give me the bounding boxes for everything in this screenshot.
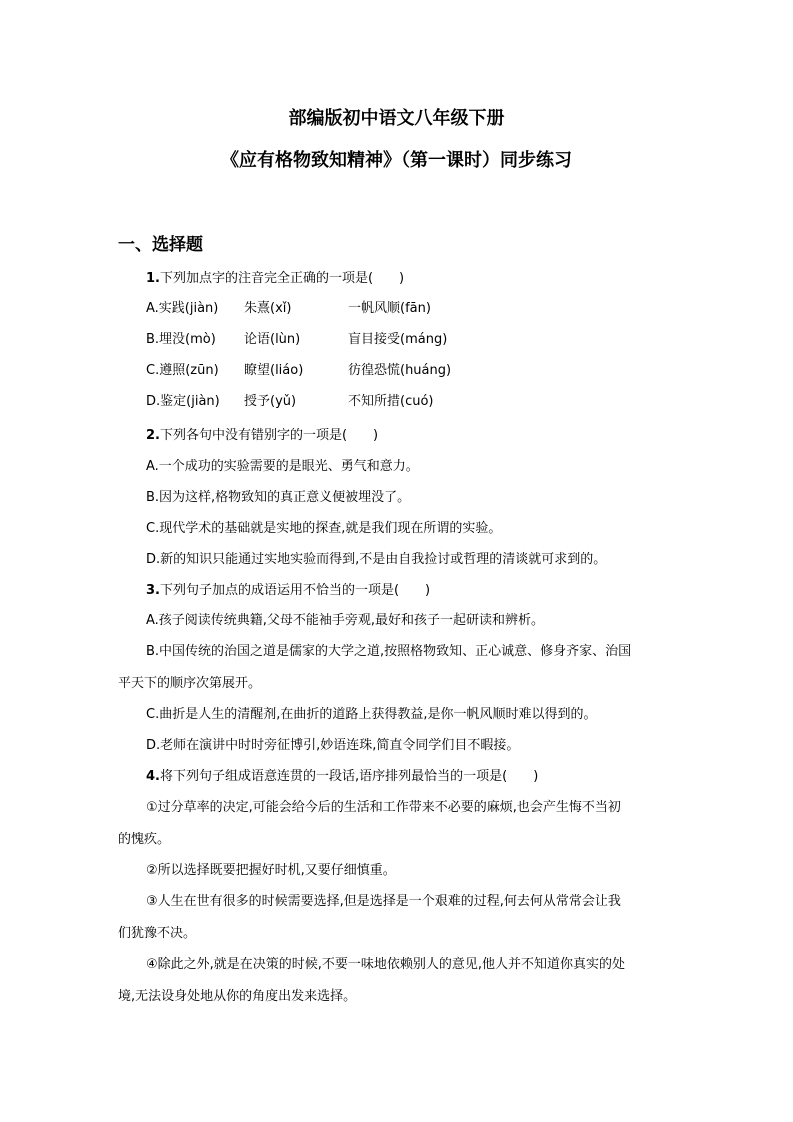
question-3-text: 下列句子加点的成语运用不恰当的一项是( ) <box>159 583 431 598</box>
question-1-option-b <box>146 331 447 349</box>
question-3-option-a: A.孩子阅读传统典籍,父母不能袖手旁观,最好和孩子一起研读和辨析。 <box>146 613 545 628</box>
question-4-text: 将下列句子组成语意连贯的一段话,语序排列最恰当的一项是( ) <box>159 769 539 784</box>
question-2-text: 下列各句中没有错别字的一项是( ) <box>159 428 379 443</box>
option-b-item-2: 论语(lùn) <box>244 332 301 347</box>
sentence-1-line-1: ①过分草率的决定,可能会给今后的生活和工作带来不必要的麻烦,也会产生悔不当初 <box>146 800 621 815</box>
question-2-stem <box>146 427 378 445</box>
option-b-item-3: 盲目接受(máng) <box>348 332 448 347</box>
question-3-option-c: C.曲折是人生的清醒剂,在曲折的道路上获得教益,是你一帆风顺时难以得到的。 <box>146 707 597 722</box>
option-a-item-3: 一帆风顺(fān) <box>348 301 431 316</box>
question-1-option-d <box>146 393 433 411</box>
option-d-item-3: 不知所措(cuó) <box>348 394 434 409</box>
sentence-4-line-1: ④除此之外,就是在决策的时候,不要一味地依赖别人的意见,他人并不知道你真实的处 <box>146 957 626 972</box>
option-b-item-1: B.埋没(mò) <box>146 332 216 347</box>
question-3-stem <box>146 582 430 600</box>
sentence-3-line-2: 们犹豫不决。 <box>118 926 197 941</box>
question-1-text: 下列加点字的注音完全正确的一项是( ) <box>159 271 405 286</box>
question-3-option-d: D.老师在演讲中时时旁征博引,妙语连珠,简直令同学们目不暇接。 <box>146 738 520 753</box>
sentence-2: ②所以选择既要把握好时机,又要仔细慎重。 <box>146 863 396 878</box>
section-heading: 一、选择题 <box>118 235 203 255</box>
question-2-option-a: A.一个成功的实验需要的是眼光、勇气和意力。 <box>146 459 419 474</box>
option-c-item-3: 彷徨恐慌(huáng) <box>348 363 452 378</box>
question-4-number: 4. <box>146 769 160 784</box>
question-1-stem <box>146 270 404 288</box>
question-1-number: 1. <box>146 271 160 286</box>
question-2-option-c: C.现代学术的基础就是实地的探查,就是我们现在所谓的实验。 <box>146 521 502 536</box>
document-subtitle: 《应有格物致知精神》（第一课时）同步练习 <box>221 150 572 171</box>
question-3-number: 3. <box>146 583 160 598</box>
option-d-item-2: 授予(yǔ) <box>244 394 297 409</box>
question-1-option-c <box>146 362 451 380</box>
question-1-option-a <box>146 300 431 318</box>
question-3-option-b-line-2: 平天下的顺序次第展开。 <box>118 676 262 691</box>
option-a-item-1: A.实践(jiàn) <box>146 301 219 316</box>
document-title: 部编版初中语文八年级下册 <box>288 108 505 129</box>
question-4-stem <box>146 768 538 786</box>
option-a-item-2: 朱熹(xǐ) <box>244 301 292 316</box>
question-2-option-d: D.新的知识只能通过实地实验而得到,不是由自我捡讨或哲理的清谈就可求到的。 <box>146 552 607 567</box>
question-2-number: 2. <box>146 428 160 443</box>
option-d-item-1: D.鉴定(jiàn) <box>146 394 220 409</box>
sentence-4-line-2: 境,无法设身处地从你的角度出发来选择。 <box>118 989 357 1004</box>
option-c-item-2: 瞭望(liáo) <box>244 363 304 378</box>
question-3-option-b-line-1: B.中国传统的治国之道是儒家的大学之道,按照格物致知、正心诚意、修身齐家、治国 <box>146 644 632 659</box>
sentence-1-line-2: 的愧疚。 <box>118 832 171 847</box>
option-c-item-1: C.遵照(zūn) <box>146 363 219 378</box>
question-2-option-b: B.因为这样,格物致知的真正意义便被埋没了。 <box>146 490 411 505</box>
sentence-3-line-1: ③人生在世有很多的时候需要选择,但是选择是一个艰难的过程,何去何从常常会让我 <box>146 894 621 909</box>
